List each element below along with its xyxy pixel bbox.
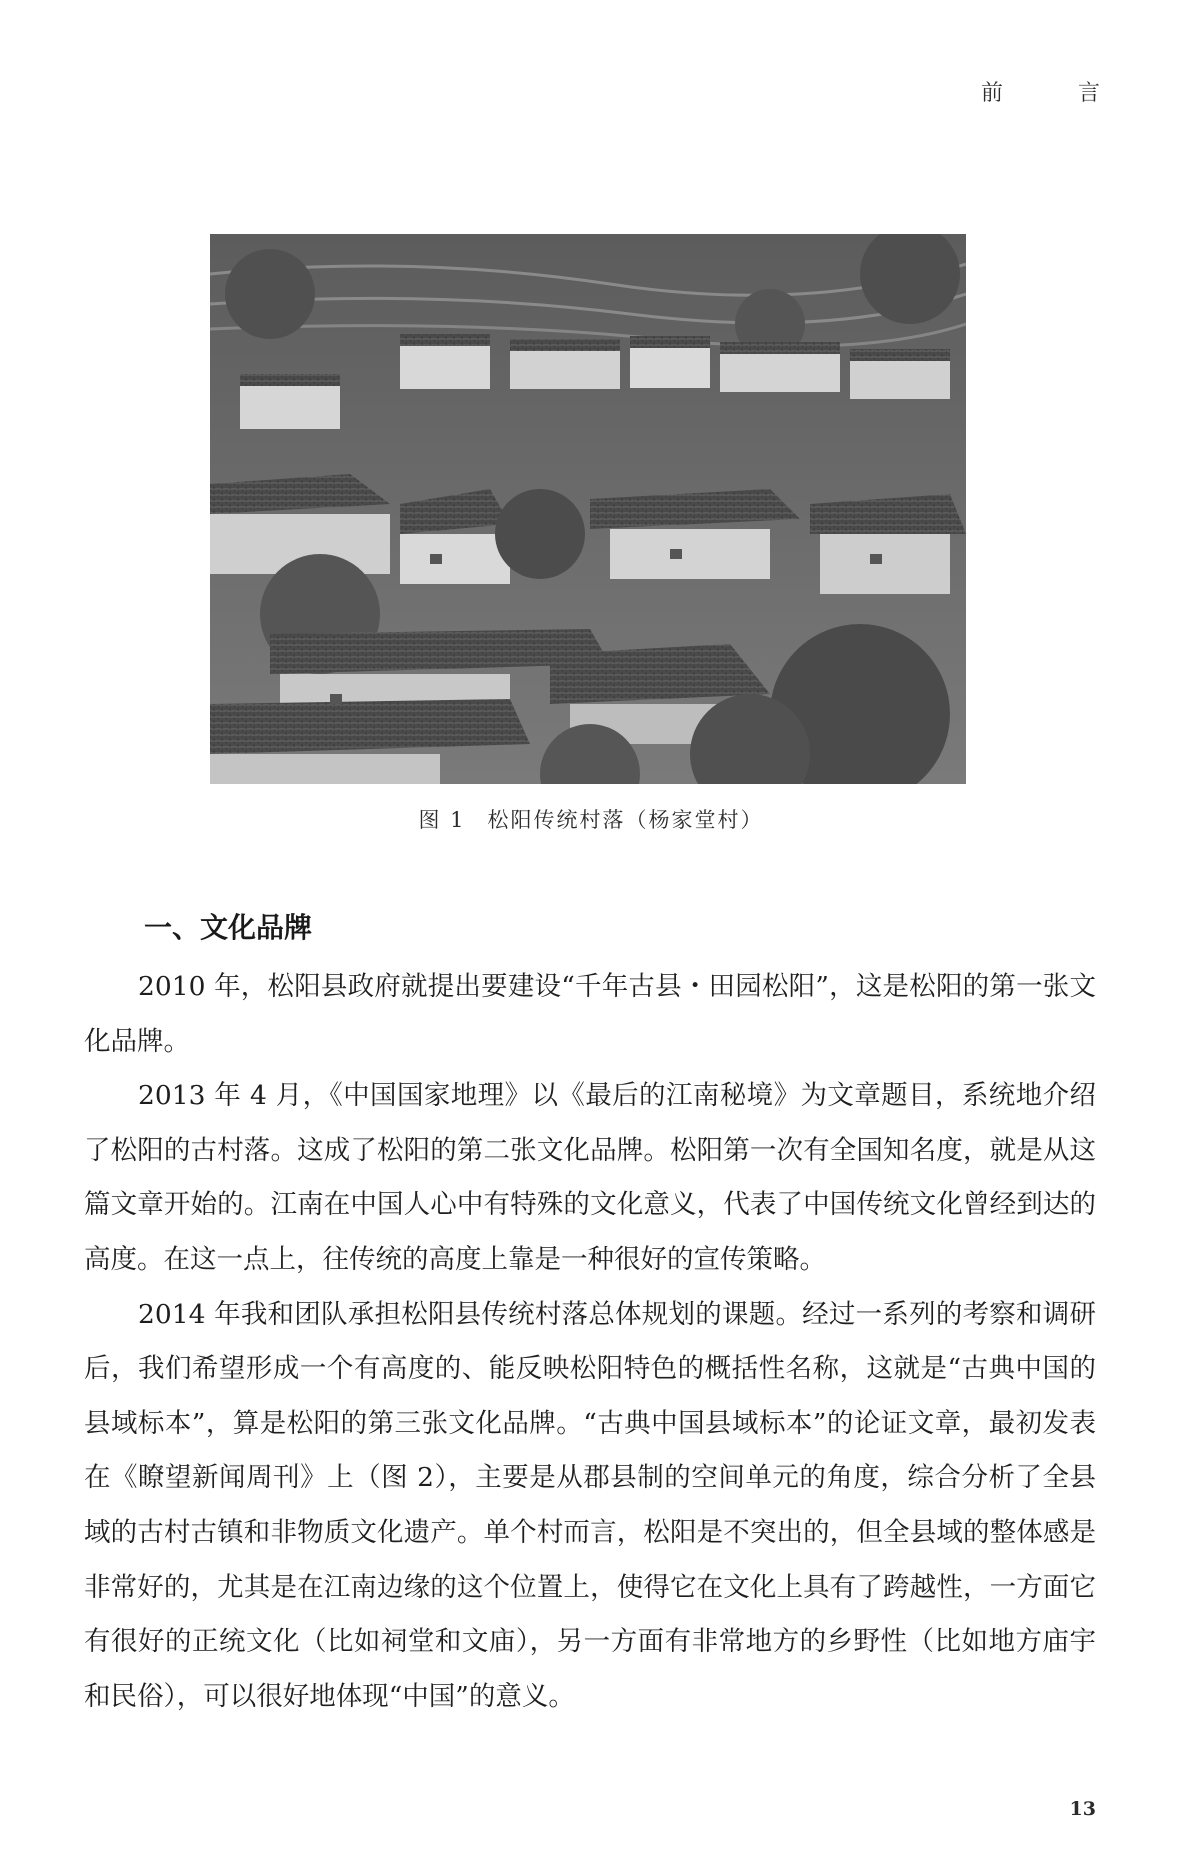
figure-caption-text: 松阳传统村落（杨家堂村）	[487, 808, 764, 832]
paragraph-1: 2010 年，松阳县政府就提出要建设“千年古县・田园松阳”，这是松阳的第一张文化品牌。	[84, 971, 1096, 1057]
paragraph-3: 2014 年我和团队承担松阳县传统村落总体规划的课题。经过一系列的考察和调研后，我们希望形成一个有高度的、能反映松阳特色的概括性名称，这就是“古典中国的县域标本”，算是松阳的第三张文化品牌。“古典中国县域标本”的论证文章，最初发表在《瞭望新闻周刊》上（图 2），主要是从郡县制的空间单元的角度，综合分析了全县域的古村古镇和非物质文化遗产。单个村而言，松阳是不突出的，但全县域的整体感是非常好的，尤其是在江南边缘的这个位置上，使得它在文化上具有了跨越性，一方面它有很好的正统文化（比如祠堂和文庙），另一方面有非常地方的乡野性（比如地方庙宇和民俗），可以很好地体现“中国”的意义。	[84, 1298, 1096, 1712]
section-title: 一、文化品牌	[144, 911, 313, 944]
paragraph-2: 2013 年 4 月，《中国国家地理》以《最后的江南秘境》为文章题目，系统地介绍了松阳的古村落。这成了松阳的第二张文化品牌。松阳第一次有全国知名度，就是从这篇文章开始的。江南在中国人心中有特殊的文化意义，代表了中国传统文化曾经到达的高度。在这一点上，往传统的高度上靠是一种很好的宣传策略。	[84, 1080, 1096, 1275]
village-photo-illustration	[210, 234, 966, 784]
running-head: 前 言	[981, 81, 1134, 106]
figure-number: 图 1	[418, 808, 466, 832]
page-number: 13	[1069, 1798, 1096, 1820]
village-photo	[210, 234, 966, 784]
body-text	[84, 960, 1096, 1724]
figure-caption	[0, 804, 1182, 834]
